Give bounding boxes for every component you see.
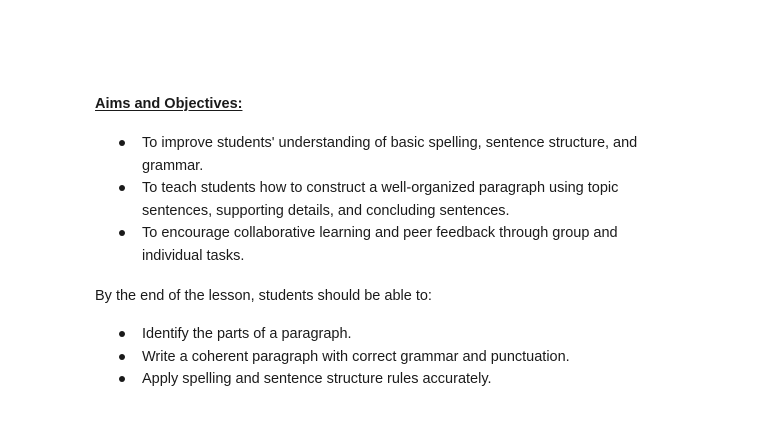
list-item bbox=[0, 132, 682, 177]
section-heading: Aims and Objectives: bbox=[95, 96, 243, 112]
list-item bbox=[0, 346, 682, 369]
bullet-icon bbox=[119, 185, 125, 191]
aim-text: To teach students how to construct a well-organized paragraph using topic sentences, supporting details, and concluding sentences. bbox=[142, 180, 619, 219]
aim-text: To improve students' understanding of basic spelling, sentence structure, and grammar. bbox=[142, 135, 638, 174]
bullet-icon bbox=[119, 376, 125, 382]
outcome-text: Write a coherent paragraph with correct grammar and punctuation. bbox=[142, 348, 570, 365]
bullet-icon bbox=[119, 230, 125, 236]
outcome-text: Identify the parts of a paragraph. bbox=[142, 326, 352, 342]
list-item bbox=[0, 177, 682, 222]
outcomes-list bbox=[0, 323, 682, 391]
list-item bbox=[0, 368, 682, 391]
outcomes-intro: By the end of the lesson, students should be able to: bbox=[95, 288, 432, 304]
outcome-text: Apply spelling and sentence structure rules accurately. bbox=[142, 371, 492, 387]
bullet-icon bbox=[119, 331, 125, 337]
bullet-icon bbox=[119, 140, 125, 146]
aim-text: To encourage collaborative learning and peer feedback through group and individual tasks. bbox=[142, 225, 618, 264]
list-item bbox=[0, 323, 682, 346]
aims-list bbox=[0, 132, 682, 267]
list-item bbox=[0, 222, 682, 267]
bullet-icon bbox=[119, 354, 125, 360]
